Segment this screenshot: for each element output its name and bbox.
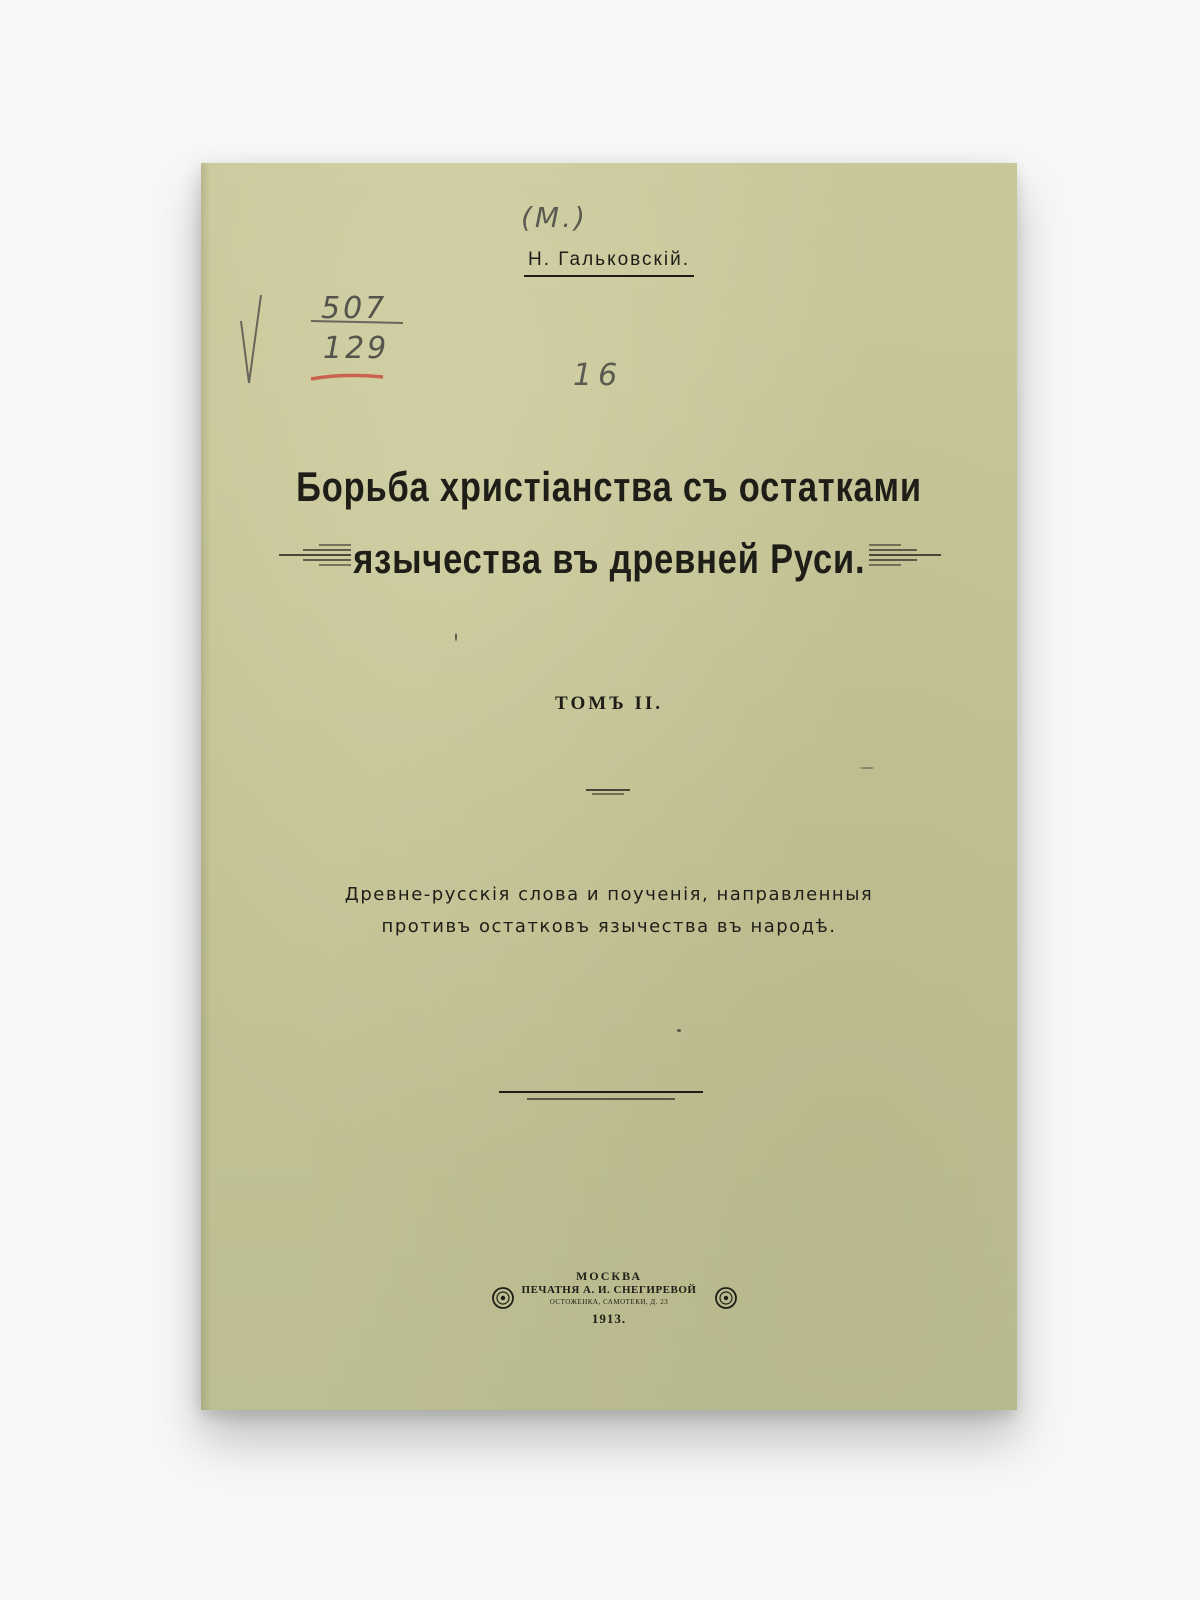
title-block [201,463,1017,581]
handwritten-number: 16 [573,358,624,393]
title-line-2: язычества въ древней Руси. [352,535,866,582]
author-name: Н. Гальковскій. [524,249,694,277]
imprint [201,1269,1017,1327]
divider-short [586,788,630,796]
imprint-press-row [201,1283,1017,1311]
shelf-mark [235,291,405,391]
subtitle [201,879,1017,943]
book-cover [201,163,1017,1410]
ornament-rule-right [869,543,941,567]
imprint-city: МОСКВА [575,1269,643,1283]
subtitle-line-2: противъ остатковъ язычества въ народѣ. [381,916,837,937]
imprint-address: ОСТОЖЕНКА, САМОТЕКИ, Д. 23 [549,1298,669,1306]
handwritten-mark-top: (M.) [521,201,588,234]
paper-speck [860,767,874,769]
spine-shade [201,163,211,1410]
ornament-rule-left [279,543,351,567]
paper-speck [455,633,457,641]
subtitle-line-1: Древне-русскія слова и поученія, направленныя [344,884,874,905]
divider-long [499,1089,703,1103]
volume-label: ТОМЪ II. [555,693,663,714]
imprint-year: 1913. [591,1311,627,1326]
imprint-press: ПЕЧАТНЯ А. И. СНЕГИРЕВОЙ [521,1284,697,1296]
printer-seal-left-icon [492,1287,514,1309]
shelf-number-top: 507 [321,291,388,326]
title-line-1: Борьба христіанства съ остатками [296,463,922,510]
printer-seal-right-icon [715,1287,737,1309]
title-line-2-row [201,535,1017,581]
author-line [201,249,1017,277]
paper-speck [677,1029,681,1032]
shelf-number-bottom: 129 [323,331,390,366]
